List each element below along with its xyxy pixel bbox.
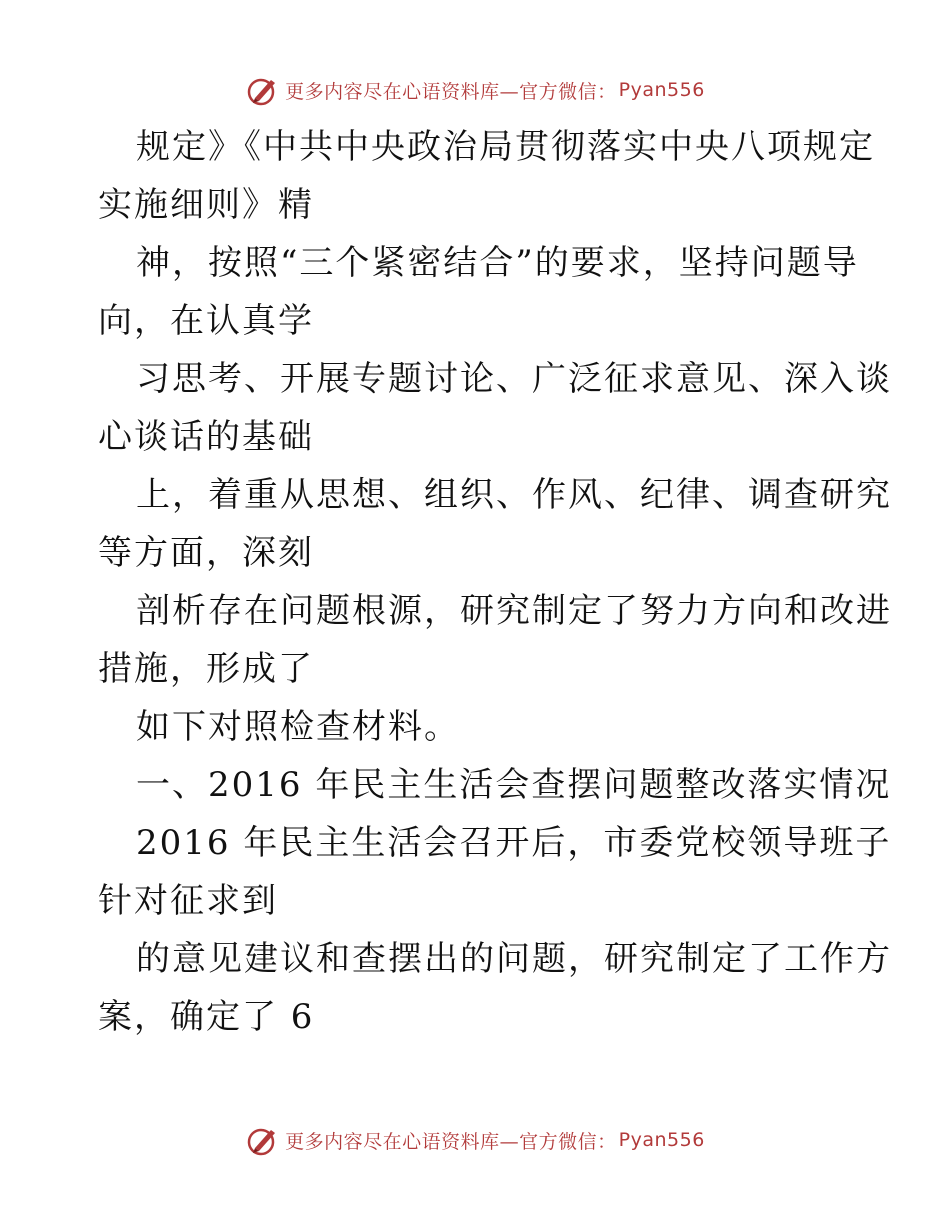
text-line: 心谈话的基础 xyxy=(98,417,314,457)
pen-logo-icon xyxy=(245,72,281,108)
text-line: 习思考、开展专题讨论、广泛征求意见、深入谈 xyxy=(136,359,892,399)
text-line: 2016 年民主生活会召开后，市委党校领导班子 xyxy=(136,823,892,863)
text-line: 神，按照“三个紧密结合”的要求，坚持问题导 xyxy=(136,243,859,283)
text-line: 针对征求到 xyxy=(98,881,278,921)
text-line: 向，在认真学 xyxy=(98,301,314,341)
text-line: 措施，形成了 xyxy=(98,649,314,689)
watermark-footer xyxy=(0,1120,950,1160)
text-line: 的意见建议和查摆出的问题，研究制定了工作方 xyxy=(136,939,892,979)
pen-logo-icon xyxy=(245,1122,281,1158)
watermark-handle: Pyan556 xyxy=(618,1129,705,1151)
section-heading: 一、2016 年民主生活会查摆问题整改落实情况 xyxy=(136,765,892,805)
watermark-text: 更多内容尽在心语资料库—官方微信： xyxy=(285,1130,617,1153)
watermark-text: 更多内容尽在心语资料库—官方微信： xyxy=(285,80,617,103)
watermark-handle: Pyan556 xyxy=(618,79,705,101)
text-line: 案，确定了 6 xyxy=(98,997,315,1037)
text-line: 剖析存在问题根源，研究制定了努力方向和改进 xyxy=(136,591,892,631)
text-line: 规定》《中共中央政治局贯彻落实中央八项规定 xyxy=(136,127,875,167)
text-line: 上，着重从思想、组织、作风、纪律、调查研究 xyxy=(136,475,892,515)
document-body xyxy=(98,118,892,1046)
watermark-header xyxy=(0,70,950,110)
text-line: 实施细则》精 xyxy=(98,185,314,225)
text-line: 如下对照检查材料。 xyxy=(136,707,460,747)
text-line: 等方面，深刻 xyxy=(98,533,314,573)
